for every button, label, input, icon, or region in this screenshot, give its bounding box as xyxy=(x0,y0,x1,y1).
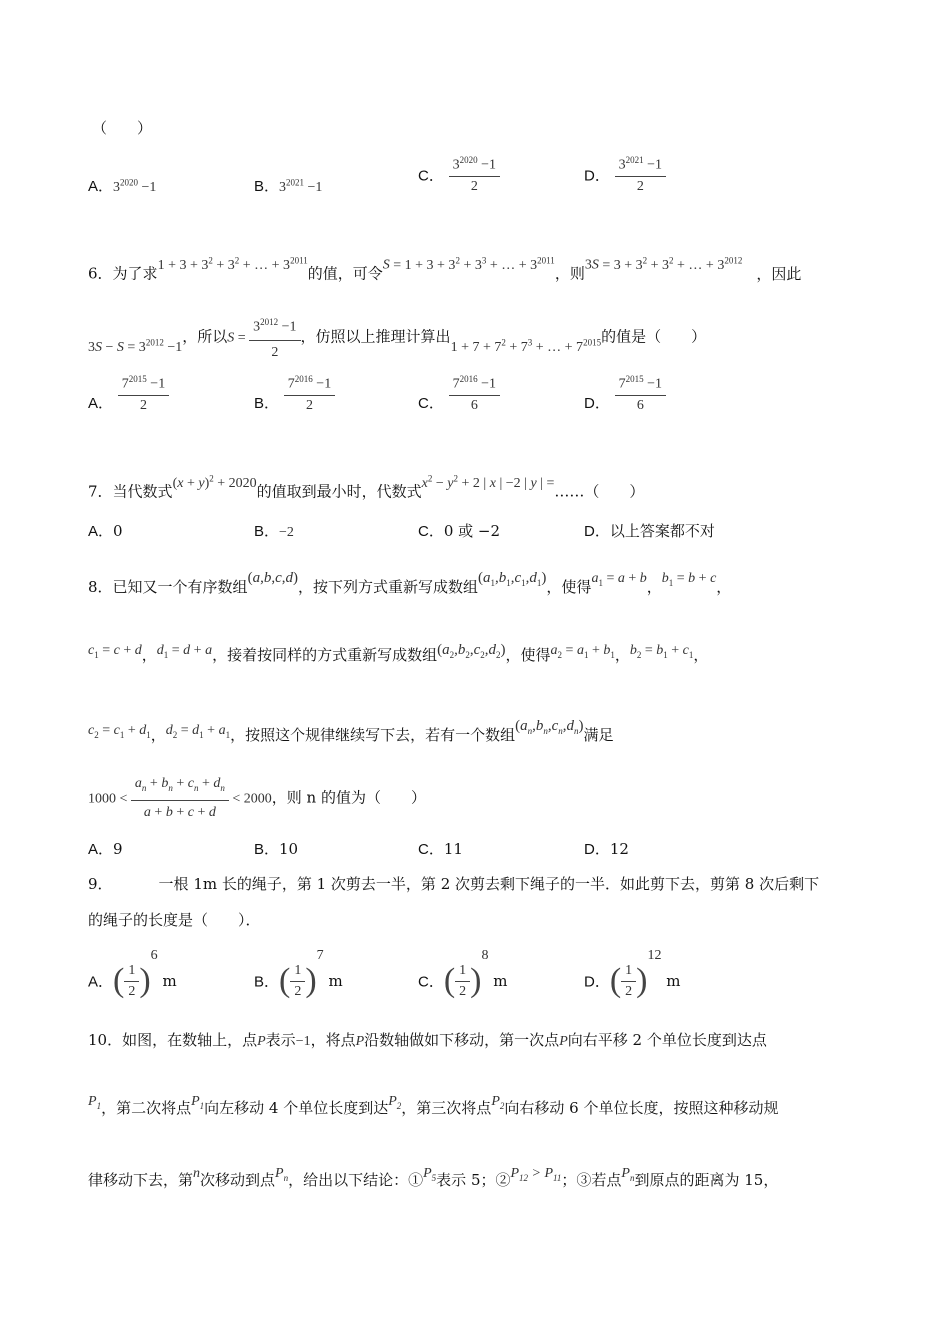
q8-option-c: C．11 xyxy=(418,840,463,858)
q10-line1: 10．如图，在数轴上，点P表示−1，将点P沿数轴做如下移动，第一次点P向右平移 2 个单位长度到达点 xyxy=(88,1031,767,1049)
q5-option-d-fraction: $\frac{3^{2021} -1}{2}$ xyxy=(615,155,666,195)
q8-option-a: A．9 xyxy=(88,840,123,858)
q7-option-c: C．0 或 −2 xyxy=(418,522,501,540)
q8-line2: $c_1 = c + d$，$d_1 = d + a$，接着按同样的方式重新写成数组$(a_2,b_2,c_2,d_2)$，使得$a_2 = a_1 + b_1$，$b_2 = b_1 + c_1$， xyxy=(88,642,709,664)
q6-option-a: A． $\frac{7^{2015} -1}{2}$ xyxy=(88,374,169,414)
q5-option-c: C． $\frac{3^{2020} -1}{2}$ xyxy=(418,155,500,195)
q5-option-d: D． $\frac{3^{2021} -1}{2}$ xyxy=(584,155,666,195)
q6-option-d: D． $\frac{7^{2015} -1}{6}$ xyxy=(584,374,666,414)
q8-line4: 1000 < $\frac{a_n + b_n + c_n + d_n}{a + b + c + d}$ < 2000，则 n 的值为（ ） xyxy=(88,776,426,820)
q9-option-a: A．( $\frac{1}{2}$ )$^6$ m xyxy=(88,948,177,999)
q5-option-a: A．$3^{2020} -1$ xyxy=(88,177,157,195)
q9-option-b: B．( $\frac{1}{2}$ )$^7$ m xyxy=(254,948,343,999)
q5-paren: （ ） xyxy=(92,119,153,137)
q8-option-d: D．12 xyxy=(584,840,629,858)
q6-option-c: C． $\frac{7^{2016} -1}{6}$ xyxy=(418,374,500,414)
q6-line2: $3S - S = 3^{2012} -1$，所以S = $\frac{3^{2012} -1}{2}$ ，仿照以上推理计算出$1 + 7 + 7^2 + 7^3$ + … + $7^{2015}$的值是（ ） xyxy=(88,312,706,363)
q8-option-b: B．10 xyxy=(254,840,299,858)
q6-line1: 6．为了求$1 + 3 + 3^2 + 3^2$ + … + $3^{2011}$的值，可令$S = 1 + 3 + 3^2 + 3^3$ + … + $3^{2011}$，则$3S = 3 + 3^2 + 3^2$ + … + $3^{2012}$，因此 xyxy=(88,255,802,283)
q9-line2: 的绳子的长度是（ ）． xyxy=(88,911,261,929)
q9-option-c: C．( $\frac{1}{2}$ )$^8$ m xyxy=(418,948,508,999)
q5-option-c-fraction: $\frac{3^{2020} -1}{2}$ xyxy=(449,155,500,195)
q9-option-d: D．( $\frac{1}{2}$ )$^{12}$ m xyxy=(584,948,681,999)
q6-option-b: B． $\frac{7^{2016} -1}{2}$ xyxy=(254,374,335,414)
q7-stem: 7．当代数式$(x + y)^2 + 2020$的值取到最小时，代数式$x^2 - y^2 + 2$ | x | −2 | y | =……（ ） xyxy=(88,473,645,501)
q7-option-d: D．以上答案都不对 xyxy=(584,522,715,540)
q10-line2: $P_1$，第二次将点$P_1$向左移动 4 个单位长度到达$P_2$，第三次将点$P_2$向右移动 6 个单位长度，按照这种移动规 xyxy=(88,1094,779,1117)
q10-line3: 律移动下去，第n次移动到点$P_n$，给出以下结论：$①P_5$表示 5；$②P_{12} > P_{11}$；③若点$P_n$到原点的距离为 15， xyxy=(88,1166,779,1189)
q8-line1: 8．已知又一个有序数组(a,b,c,d)，按下列方式重新写成数组$(a_1,b_1,c_1,d_1)$，使得$a_1 = a + b$，$b_1 = b + c$， xyxy=(88,570,732,596)
q7-option-b: B．−2 xyxy=(254,523,294,540)
q9-line1: 9． 一根 1m 长的绳子，第 1 次剪去一半，第 2 次剪去剩下绳子的一半．如此剪下去，剪第 8 次后剩下 xyxy=(88,875,820,893)
q5-option-b: B．$3^{2021} -1$ xyxy=(254,177,323,195)
q8-line3: $c_2 = c_1 + d_1$，$d_2 = d_1 + a_1$，按照这个规律继续写下去，若有一个数组$(a_n,b_n,c_n,d_n)$满足 xyxy=(88,718,614,744)
q7-option-a: A．0 xyxy=(88,522,123,540)
